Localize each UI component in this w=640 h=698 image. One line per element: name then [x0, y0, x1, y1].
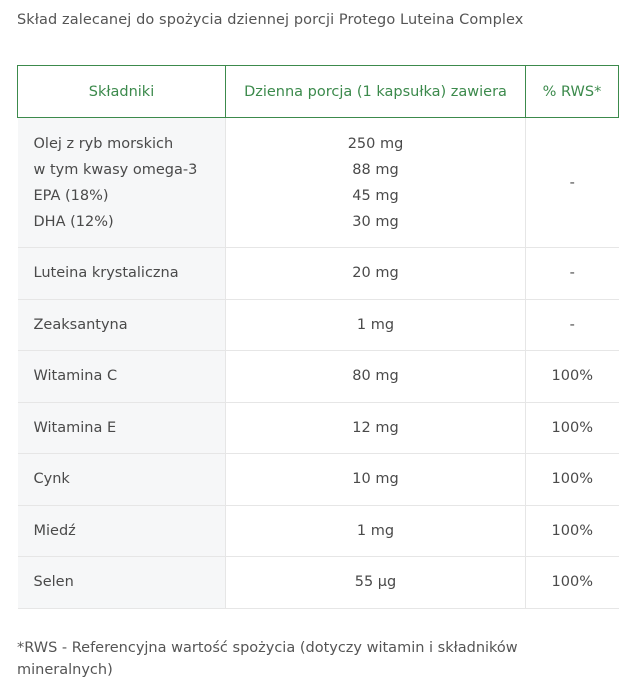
ingredient-cell: Selen	[18, 557, 226, 609]
rws-cell: 100%	[526, 557, 619, 609]
header-rws: % RWS*	[526, 66, 619, 118]
amount-cell: 80 mg	[226, 351, 526, 403]
rws-cell: -	[526, 299, 619, 351]
table-header-row	[18, 66, 619, 118]
amount-cell: 12 mg	[226, 402, 526, 454]
rws-cell: 100%	[526, 351, 619, 403]
amount-line: 30 mg	[352, 213, 399, 230]
table-row	[18, 351, 619, 403]
ingredient-line: EPA (18%)	[33, 187, 109, 204]
table-row	[18, 557, 619, 609]
page-title: Skład zalecanej do spożycia dziennej porcji Protego Luteina Complex	[17, 12, 524, 28]
amount-line: 250 mg	[347, 135, 404, 152]
rws-cell: 100%	[526, 402, 619, 454]
amount-cell: 10 mg	[226, 454, 526, 506]
amount-cell	[226, 118, 526, 248]
ingredient-cell: Zeaksantyna	[18, 299, 226, 351]
table-row	[18, 118, 619, 248]
table-row	[18, 402, 619, 454]
ingredient-cell: Cynk	[18, 454, 226, 506]
nutrition-table	[17, 65, 619, 609]
header-amount: Dzienna porcja (1 kapsułka) zawiera	[226, 66, 526, 118]
amount-cell: 1 mg	[226, 505, 526, 557]
rws-cell: -	[526, 118, 619, 248]
rws-cell: 100%	[526, 505, 619, 557]
ingredient-cell: Witamina C	[18, 351, 226, 403]
ingredient-line: DHA (12%)	[33, 213, 114, 230]
table-row	[18, 454, 619, 506]
rws-cell: -	[526, 248, 619, 300]
ingredient-cell: Luteina krystaliczna	[18, 248, 226, 300]
header-ingredient: Składniki	[18, 66, 226, 118]
footnote: *RWS - Referencyjna wartość spożycia (dotyczy witamin i składników mineralnych)	[17, 640, 518, 678]
amount-line: 45 mg	[352, 187, 399, 204]
table-row	[18, 248, 619, 300]
amount-cell: 20 mg	[226, 248, 526, 300]
table-row	[18, 299, 619, 351]
amount-cell: 1 mg	[226, 299, 526, 351]
ingredient-cell	[18, 118, 226, 248]
table-row	[18, 505, 619, 557]
rws-cell: 100%	[526, 454, 619, 506]
ingredient-line: Olej z ryb morskich	[33, 135, 174, 152]
amount-cell: 55 µg	[226, 557, 526, 609]
ingredient-line: w tym kwasy omega-3	[33, 161, 198, 178]
ingredient-cell: Witamina E	[18, 402, 226, 454]
amount-line: 88 mg	[352, 161, 399, 178]
ingredient-cell: Miedź	[18, 505, 226, 557]
